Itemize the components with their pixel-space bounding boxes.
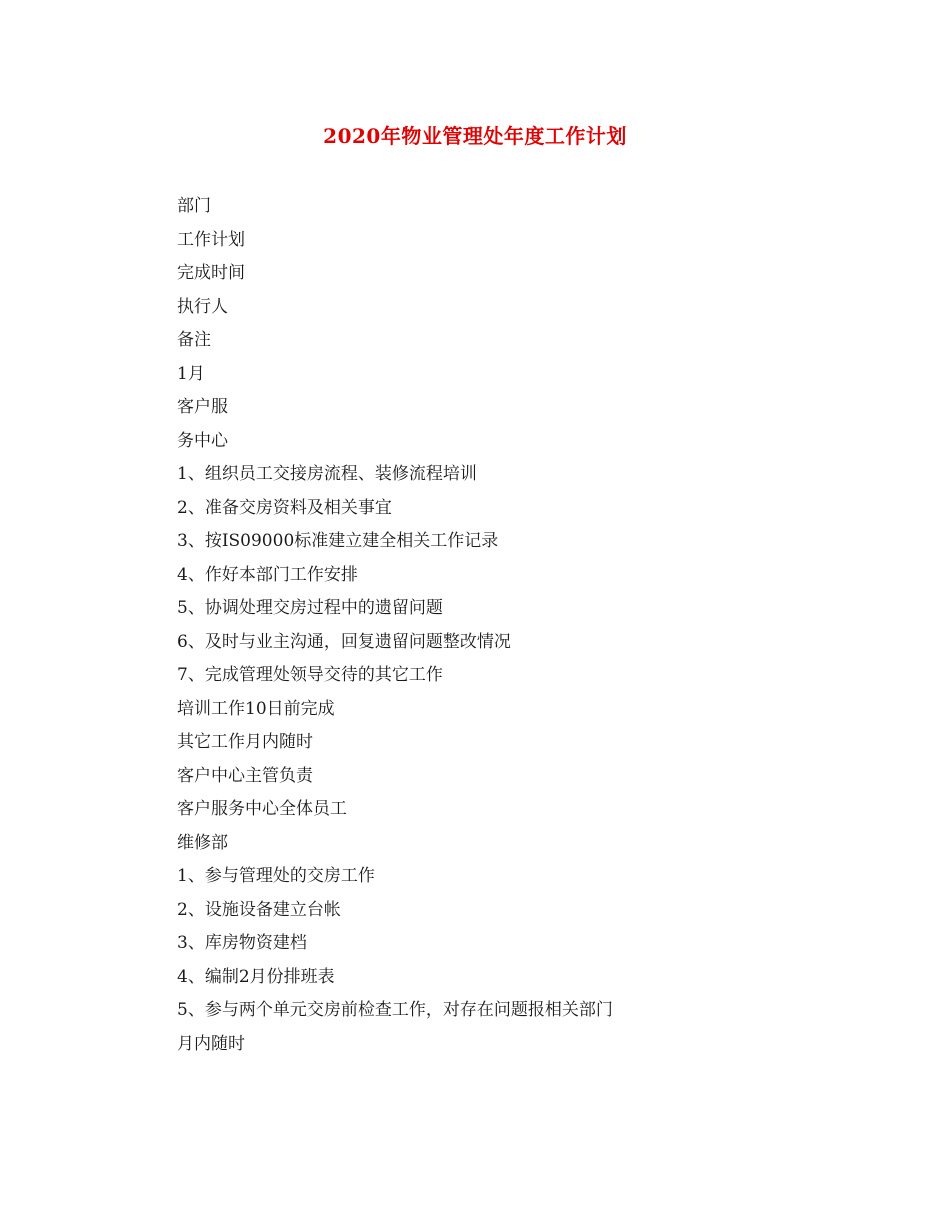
text-line: 4、编制2月份排班表 bbox=[177, 966, 335, 987]
text-line: 3、按IS09000标准建立建全相关工作记录 bbox=[177, 531, 499, 551]
text-line: 3、库房物资建档 bbox=[177, 933, 307, 953]
text-line: 维修部 bbox=[177, 832, 228, 853]
text-line: 1月 bbox=[177, 363, 205, 384]
text-line: 完成时间 bbox=[177, 263, 245, 283]
text-line: 5、协调处理交房过程中的遗留问题 bbox=[177, 598, 443, 618]
text-line: 7、完成管理处领导交待的其它工作 bbox=[177, 665, 443, 685]
text-line: 1、组织员工交接房流程、装修流程培训 bbox=[177, 464, 477, 484]
text-line: 月内随时 bbox=[177, 1033, 245, 1054]
text-line: 4、作好本部门工作安排 bbox=[177, 564, 358, 585]
text-line: 务中心 bbox=[177, 430, 228, 451]
text-line: 工作计划 bbox=[177, 229, 245, 250]
text-line: 2、准备交房资料及相关事宜 bbox=[177, 497, 392, 518]
text-line: 5、参与两个单元交房前检查工作，对存在问题报相关部门 bbox=[177, 1000, 613, 1020]
text-line: 1、参与管理处的交房工作 bbox=[177, 866, 375, 886]
text-line: 客户中心主管负责 bbox=[177, 765, 313, 786]
text-line: 6、及时与业主沟通，回复遗留问题整改情况 bbox=[177, 631, 511, 652]
text-line: 客户服务中心全体员工 bbox=[177, 799, 347, 819]
text-line: 客户服 bbox=[177, 397, 228, 417]
text-line: 执行人 bbox=[177, 296, 228, 317]
text-line: 部门 bbox=[177, 196, 211, 216]
text-line: 培训工作10日前完成 bbox=[177, 698, 335, 719]
document-body bbox=[177, 190, 897, 1061]
text-line: 2、设施设备建立台帐 bbox=[177, 899, 341, 920]
text-line: 备注 bbox=[177, 330, 211, 350]
text-line: 其它工作月内随时 bbox=[177, 732, 313, 752]
document-title: 2020年物业管理处年度工作计划 bbox=[323, 124, 627, 148]
